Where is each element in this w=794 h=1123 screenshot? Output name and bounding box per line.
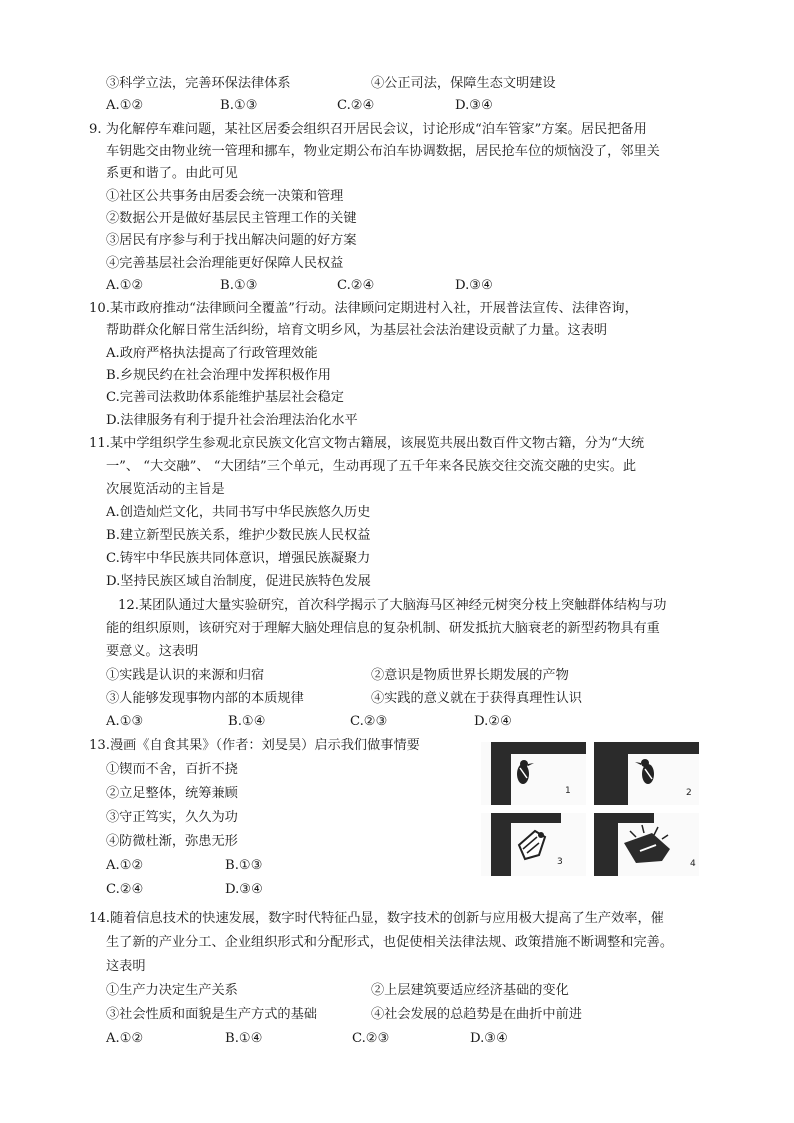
comic-panel-1 — [481, 742, 586, 805]
q13-option-3: ③守正笃实，久久为功 — [106, 810, 238, 825]
q14-choice-b: B.①④ — [225, 1031, 263, 1046]
q8-choice-d: D.③④ — [455, 98, 493, 113]
q8-choice-a: A.①② — [106, 98, 144, 113]
q8-option-4: ④公正司法，保障生态文明建设 — [371, 76, 556, 91]
q9-choice-a: A.①② — [106, 278, 144, 293]
q10-stem-line-1: 10.某市政府推动“法律顾问全覆盖”行动。法律顾问定期进村入社，开展普法宣传、法律咨询， — [89, 301, 638, 316]
q14-choice-c: C.②③ — [352, 1031, 390, 1046]
comic-panel-number-2: 2 — [686, 788, 692, 798]
q14-stem-line-3: 这表明 — [106, 959, 146, 974]
woodpecker-icon — [515, 827, 549, 863]
comic-panel-number-1: 1 — [565, 786, 571, 796]
q13-choice-c: C.②④ — [106, 882, 144, 897]
q9-option-3: ③居民有序参与利于找出解决问题的好方案 — [106, 233, 357, 248]
q14-option-2: ②上层建筑要适应经济基础的变化 — [371, 983, 569, 998]
q11-stem-line-1: 11.某中学组织学生参观北京民族文化宫文物古籍展，该展览共展出数百件文物古籍，分为“大统 — [89, 436, 645, 451]
q10-option-a: A.政府严格执法提高了行政管理效能 — [106, 346, 318, 361]
q13-option-1: ①锲而不舍，百折不挠 — [106, 762, 238, 777]
q10-option-d: D.法律服务有利于提升社会治理法治化水平 — [106, 413, 358, 428]
q13-stem: 13.漫画《自食其果》（作者：刘旻昊）启示我们做事情要 — [89, 738, 420, 753]
comic-panel-number-3: 3 — [557, 857, 563, 867]
q13-option-4: ④防微杜渐，弥患无形 — [106, 834, 238, 849]
woodpecker-icon — [634, 757, 660, 787]
q10-option-b: B.乡规民约在社会治理中发挥积极作用 — [106, 368, 331, 383]
q10-option-c: C.完善司法救助体系能维护基层社会稳定 — [106, 390, 344, 405]
q13-comic-illustration — [481, 742, 699, 876]
q12-choice-a: A.①③ — [106, 714, 144, 729]
q11-option-a: A.创造灿烂文化，共同书写中华民族悠久历史 — [106, 505, 371, 520]
q12-stem-line-3: 要意义。这表明 — [106, 644, 199, 659]
q14-choice-d: D.③④ — [470, 1031, 508, 1046]
q14-option-3: ③社会性质和面貌是生产方式的基础 — [106, 1007, 317, 1022]
q12-choice-c: C.②③ — [350, 714, 388, 729]
q10-stem-line-2: 帮助群众化解日常生活纠纷，培育文明乡风，为基层社会法治建设贡献了力量。这表明 — [106, 323, 608, 338]
q12-option-4: ④实践的意义就在于获得真理性认识 — [371, 691, 582, 706]
q11-stem-line-2: 一”、 “大交融”、 “大团结”三个单元，生动再现了五千年来各民族交往交流交融的史实。此 — [106, 459, 637, 474]
comic-panel-3 — [481, 813, 586, 876]
q12-option-2: ②意识是物质世界长期发展的产物 — [371, 668, 569, 683]
q9-option-2: ②数据公开是做好基层民主管理工作的关键 — [106, 211, 357, 226]
q12-stem-line-2: 能的组织原则，该研究对于理解大脑处理信息的复杂机制、研发抵抗大脑衰老的新型药物具有重 — [106, 621, 660, 636]
q8-choice-b: B.①③ — [220, 98, 258, 113]
q14-stem-line-2: 生了新的产业分工、企业组织形式和分配形式，也促使相关法律法规、政策措施不断调整和完善。 — [106, 935, 674, 950]
q12-stem-line-1: 12.某团队通过大量实验研究，首次科学揭示了大脑海马区神经元树突分枝上突触群体结构与功 — [118, 598, 667, 613]
comic-panel-4 — [594, 813, 699, 876]
q11-option-b: B.建立新型民族关系，维护少数民族人民权益 — [106, 528, 371, 543]
q12-choice-b: B.①④ — [228, 714, 266, 729]
q13-choice-b: B.①③ — [225, 858, 263, 873]
q9-stem-line-3: 系更和谐了。由此可见 — [106, 166, 238, 181]
woodpecker-icon — [511, 758, 535, 788]
q9-stem-line-2: 车钥匙交由物业统一管理和挪车，物业定期公布泊车协调数据，居民抢车位的烦恼没了，邻里关 — [106, 144, 660, 159]
q11-option-c: C.铸牢中华民族共同体意识，增强民族凝聚力 — [106, 551, 371, 566]
q12-choice-d: D.②④ — [474, 714, 512, 729]
q14-stem-line-1: 14.随着信息技术的快速发展，数字时代特征凸显，数字技术的创新与应用极大提高了生产效率，催 — [89, 911, 664, 926]
q9-option-1: ①社区公共事务由居委会统一决策和管理 — [106, 189, 344, 204]
q14-option-1: ①生产力决定生产关系 — [106, 983, 238, 998]
q8-option-3: ③科学立法，完善环保法律体系 — [106, 76, 291, 91]
q11-option-d: D.坚持民族区域自治制度，促进民族特色发展 — [106, 574, 371, 589]
q9-option-4: ④完善基层社会治理能更好保障人民权益 — [106, 256, 344, 271]
q9-choice-d: D.③④ — [455, 278, 493, 293]
q9-choice-b: B.①③ — [220, 278, 258, 293]
q9-choice-c: C.②④ — [337, 278, 375, 293]
comic-panel-2 — [594, 742, 699, 805]
q9-stem-line-1: 9. 为化解停车难问题，某社区居委会组织召开居民会议，讨论形成“泊车管家”方案。居民把备用 — [89, 122, 647, 137]
falling-branch-icon — [622, 823, 674, 867]
q13-choice-d: D.③④ — [225, 882, 263, 897]
q14-choice-a: A.①② — [106, 1031, 144, 1046]
q12-option-1: ①实践是认识的来源和归宿 — [106, 668, 265, 683]
q13-choice-a: A.①② — [106, 858, 144, 873]
q11-stem-line-3: 次展览活动的主旨是 — [106, 482, 225, 497]
q12-option-3: ③人能够发现事物内部的本质规律 — [106, 691, 304, 706]
q8-choice-c: C.②④ — [337, 98, 375, 113]
q13-option-2: ②立足整体，统筹兼顾 — [106, 786, 238, 801]
q14-option-4: ④社会发展的总趋势是在曲折中前进 — [371, 1007, 582, 1022]
comic-panel-number-4: 4 — [690, 859, 696, 869]
